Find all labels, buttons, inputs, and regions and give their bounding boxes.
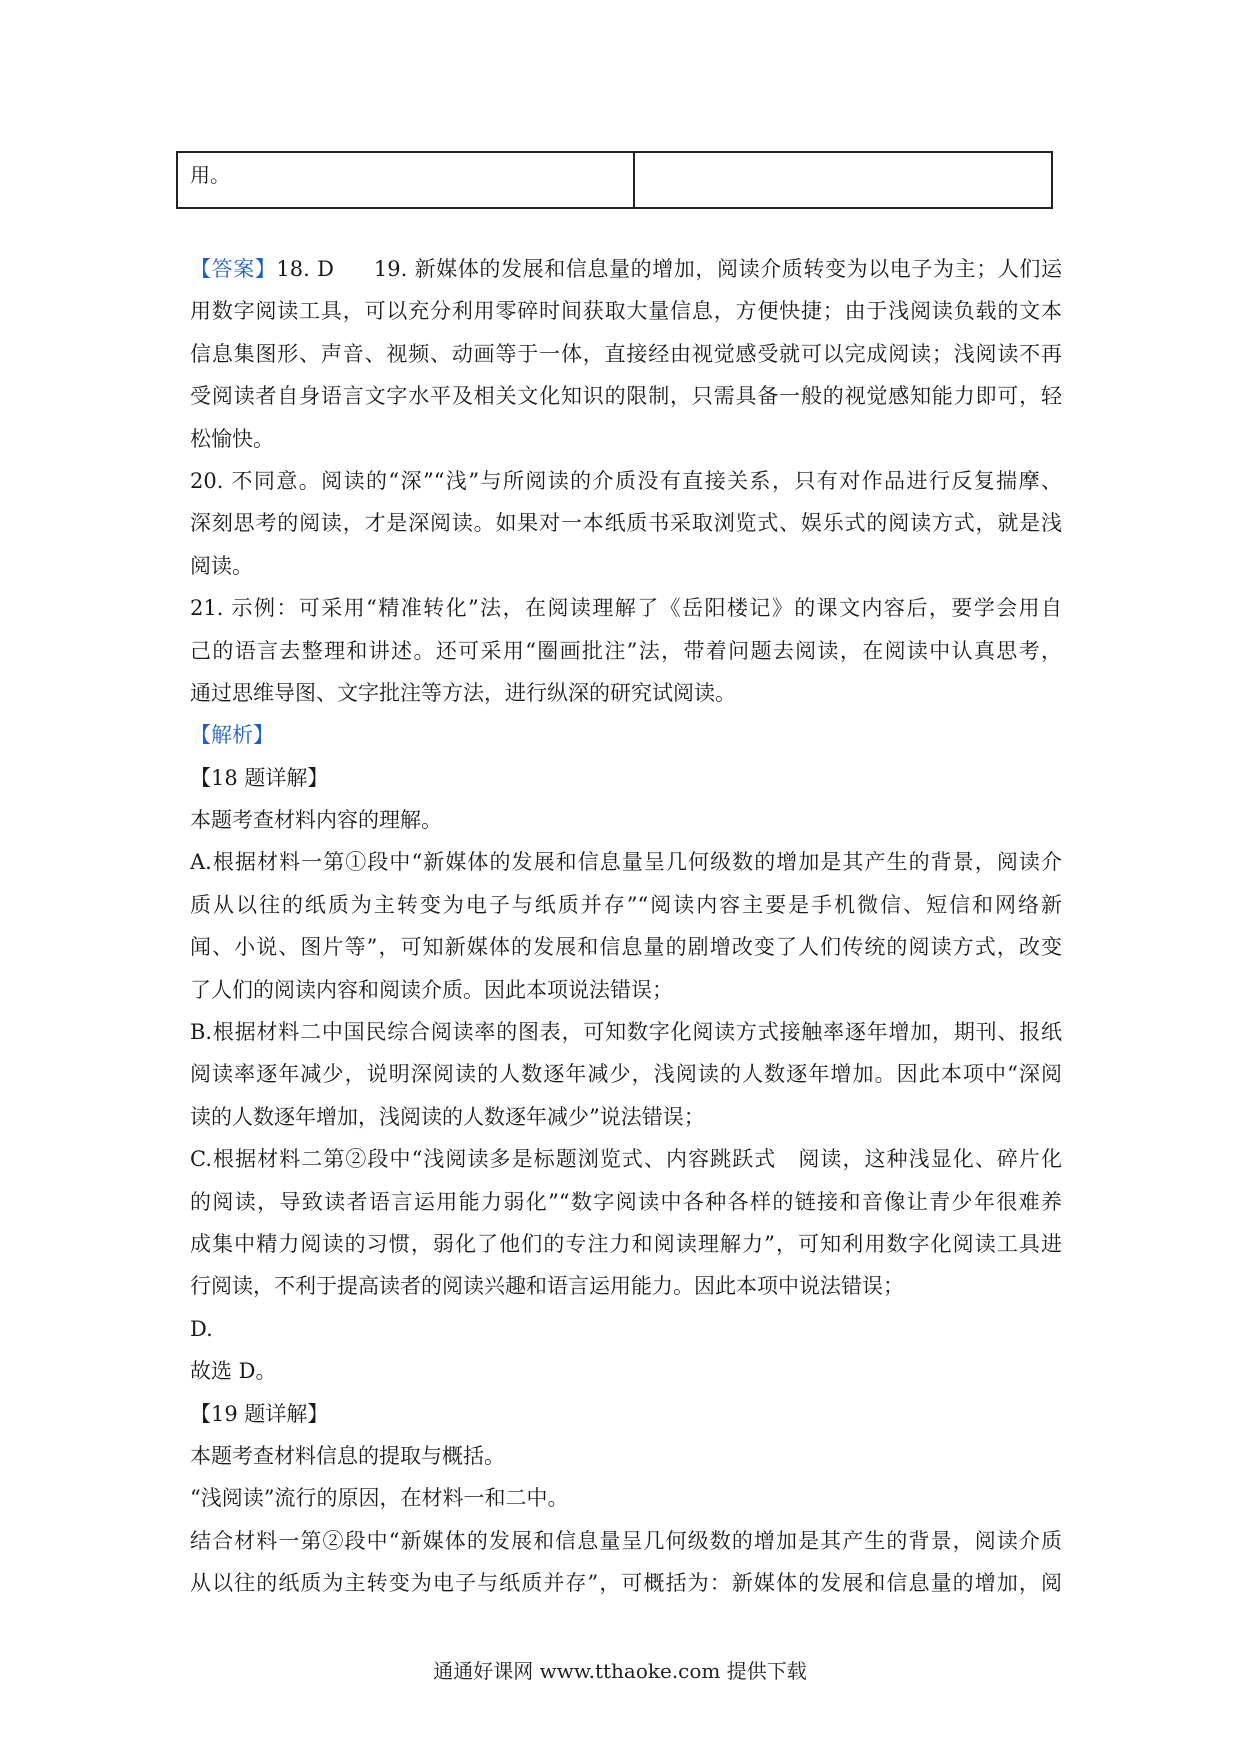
answer-q21-line: 21. 示例：可采用“精准转化”法，在阅读理解了《岳阳楼记》的课文内容后，要学会用自 <box>190 596 1062 621</box>
answer-q20-line: 阅读。 <box>190 553 253 578</box>
answer-q20-line: 20. 不同意。阅读的“深”“浅”与所阅读的介质没有直接关系，只有对作品进行反复揣摩、 <box>190 468 1062 493</box>
table-fragment <box>176 151 1053 209</box>
q18-detail-line: 闻、小说、图片等”，可知新媒体的发展和信息量的剧增改变了人们传统的阅读方式，改变 <box>190 935 1062 960</box>
q18-detail-line: B.根据材料二中国民综合阅读率的图表，可知数字化阅读方式接触率逐年增加，期刊、报纸 <box>190 1020 1062 1045</box>
analysis-tag: 【解析】 <box>190 723 274 748</box>
q18-detail-line: 行阅读，不利于提高读者的阅读兴趣和语言运用能力。因此本项中说法错误； <box>190 1274 904 1299</box>
q18-detail-line: A.根据材料一第①段中“新媒体的发展和信息量呈几何级数的增加是其产生的背景，阅读介 <box>190 850 1062 875</box>
q18-detail-line: D. <box>190 1316 213 1341</box>
answer-q19-line: 用数字阅读工具，可以充分利用零碎时间获取大量信息，方便快捷；由于浅阅读负载的文本 <box>190 299 1062 324</box>
q19-detail-line: 结合材料一第②段中“新媒体的发展和信息量呈几何级数的增加是其产生的背景，阅读介质 <box>190 1528 1062 1553</box>
q18-detail-line: 的阅读，导致读者语言运用能力弱化”“数字阅读中各种各样的链接和音像让青少年很难养 <box>190 1189 1062 1214</box>
q18-detail-line: 质从以往的纸质为主转变为电子与纸质并存”“阅读内容主要是手机微信、短信和网络新 <box>190 892 1062 917</box>
answer-q20-line: 深刻思考的阅读，才是深阅读。如果对一本纸质书采取浏览式、娱乐式的阅读方式，就是浅 <box>190 511 1062 536</box>
document-body <box>190 248 1062 1605</box>
answer-q21-line: 己的语言去整理和讲述。还可采用“圈画批注”法，带着问题去阅读，在阅读中认真思考， <box>190 638 1062 663</box>
page-footer: 通通好课网 www.tthaoke.com 提供下载 <box>433 1659 807 1683</box>
answer-q19-line: 受阅读者自身语言文字水平及相关文化知识的限制，只需具备一般的视觉感知能力即可，轻 <box>190 384 1062 409</box>
q18-detail-line: 成集中精力阅读的习惯，弱化了他们的专注力和阅读理解力”，可知利用数字化阅读工具进 <box>190 1231 1062 1256</box>
answer-q19-line: 信息集图形、声音、视频、动画等于一体，直接经由视觉感受就可以完成阅读；浅阅读不再 <box>190 341 1062 366</box>
table-cell-right <box>635 153 1051 207</box>
q19-detail-line: “浅阅读”流行的原因，在材料一和二中。 <box>190 1486 569 1511</box>
table-cell-left: 用。 <box>178 153 635 207</box>
q18-detail-line: 阅读率逐年减少，说明深阅读的人数逐年减少，浅阅读的人数逐年增加。因此本项中“深阅 <box>190 1062 1062 1087</box>
answer-q18: 18. D <box>276 257 334 281</box>
answer-q19-line: 19. 新媒体的发展和信息量的增加，阅读介质转变为以电子为主；人们运 <box>373 257 1062 281</box>
answer-q21-line: 通过思维导图、文字批注等方法，进行纵深的研究试阅读。 <box>190 680 736 705</box>
q18-detail-line: 本题考查材料内容的理解。 <box>190 808 442 833</box>
q18-detail-heading: 【18 题详解】 <box>190 765 329 790</box>
answer-q19-line: 松愉快。 <box>190 426 274 451</box>
q19-detail-heading: 【19 题详解】 <box>190 1401 329 1426</box>
q18-detail-line: 了人们的阅读内容和阅读介质。因此本项说法错误； <box>190 977 673 1002</box>
q18-detail-line: 读的人数逐年增加，浅阅读的人数逐年减少”说法错误； <box>190 1104 705 1129</box>
q19-detail-line: 本题考查材料信息的提取与概括。 <box>190 1443 505 1468</box>
q18-detail-line: C.根据材料二第②段中“浅阅读多是标题浏览式、内容跳跃式 阅读，这种浅显化、碎片化 <box>190 1147 1062 1172</box>
q19-detail-line: 从以往的纸质为主转变为电子与纸质并存”，可概括为：新媒体的发展和信息量的增加，阅 <box>190 1571 1062 1596</box>
answer-line-1 <box>190 248 1062 290</box>
answer-tag: 【答案】 <box>190 257 277 281</box>
q18-detail-line: 故选 D。 <box>190 1359 277 1384</box>
